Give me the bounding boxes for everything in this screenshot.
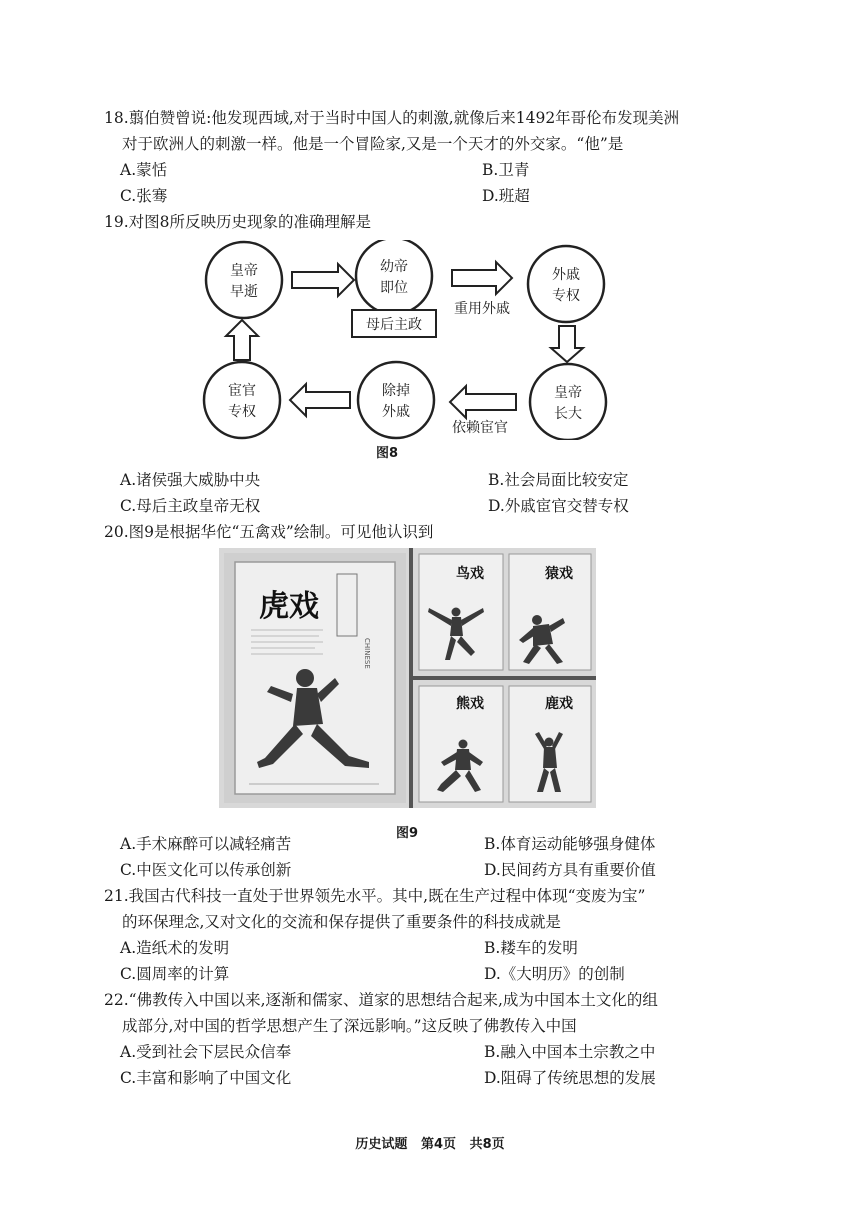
q18-option-c: C.张骞: [120, 187, 168, 205]
svg-text:猿戏: 猿戏: [545, 566, 573, 582]
q19-stem: 19.对图8所反映历史现象的准确理解是: [104, 213, 372, 231]
svg-text:专权: 专权: [552, 288, 580, 304]
q21-option-a: A.造纸术的发明: [120, 939, 230, 957]
svg-text:皇帝: 皇帝: [230, 263, 258, 279]
q22-stem-line2: 成部分,对中国的哲学思想产生了深远影响。”这反映了佛教传入中国: [122, 1017, 577, 1035]
q20-option-b: B.体育运动能够强身健体: [484, 835, 656, 853]
box-empress-dowager-regency: [352, 310, 436, 337]
panel-tiger: [224, 553, 406, 803]
panel-bird: [419, 554, 503, 670]
q20-option-d: D.民间药方具有重要价值: [484, 861, 656, 879]
svg-text:虎戏: 虎戏: [259, 589, 319, 624]
svg-text:幼帝: 幼帝: [380, 259, 408, 275]
svg-text:专权: 专权: [228, 404, 256, 420]
q22-option-b: B.融入中国本土宗教之中: [484, 1043, 656, 1061]
q21-stem-line2: 的环保理念,又对文化的交流和保存提供了重要条件的科技成就是: [122, 913, 561, 931]
q19-option-d: D.外戚宦官交替专权: [488, 497, 629, 515]
svg-text:长大: 长大: [554, 406, 582, 422]
q20-stem: 20.图9是根据华佗“五禽戏”绘制。可见他认识到: [104, 523, 434, 541]
q18-stem-line2: 对于欧洲人的刺激一样。他是一个冒险家,又是一个天才的外交家。“他”是: [122, 135, 624, 153]
q19-option-c: C.母后主政皇帝无权: [120, 497, 261, 515]
svg-text:鹿戏: 鹿戏: [545, 696, 573, 712]
svg-text:鸟戏: 鸟戏: [456, 566, 484, 582]
q22-option-d: D.阻碍了传统思想的发展: [484, 1069, 656, 1087]
panel-bear: [419, 686, 503, 802]
panel-ape: [509, 554, 591, 670]
arrow-down: [551, 326, 583, 362]
page-footer: 历史试题 第4页 共8页: [355, 1137, 505, 1152]
arrow-up: [226, 320, 258, 360]
q21-option-d: D.《大明历》的创制: [484, 965, 625, 983]
node-consort-clan-power: [528, 246, 604, 322]
svg-text:皇帝: 皇帝: [554, 385, 582, 401]
svg-text:外戚: 外戚: [552, 267, 580, 283]
svg-text:熊戏: 熊戏: [456, 696, 484, 712]
svg-text:除掉: 除掉: [382, 383, 410, 399]
edge-label-rely-eunuch: 依赖宦官: [452, 420, 508, 436]
arrow-right-1: [292, 264, 354, 296]
edge-label-rely-consort: 重用外戚: [454, 301, 510, 317]
figure-8-flow-diagram: [190, 240, 610, 440]
q20-option-c: C.中医文化可以传承创新: [120, 861, 292, 879]
svg-text:即位: 即位: [380, 280, 408, 296]
q21-stem-line1: 21.我国古代科技一直处于世界领先水平。其中,既在生产过程中体现“变废为宝”: [104, 887, 646, 905]
svg-text:宦官: 宦官: [228, 383, 256, 399]
svg-text:母后主政: 母后主政: [366, 317, 422, 333]
svg-text:外戚: 外戚: [382, 404, 410, 420]
q19-option-b: B.社会局面比较安定: [488, 471, 629, 489]
q22-stem-line1: 22.“佛教传入中国以来,逐渐和儒家、道家的思想结合起来,成为中国本土文化的组: [104, 991, 658, 1009]
arrow-left-2: [290, 384, 350, 416]
node-remove-consort-clan: [358, 362, 434, 438]
node-eunuch-power: [204, 362, 280, 438]
q18-option-b: B.卫青: [482, 161, 530, 179]
q22-option-a: A.受到社会下层民众信奉: [120, 1043, 292, 1061]
arrow-right-2: [452, 262, 512, 294]
node-child-emperor-enthroned: [356, 240, 432, 314]
q18-option-d: D.班超: [482, 187, 530, 205]
figure-9-five-animal-exercises: [219, 548, 596, 808]
arrow-left-1: [450, 386, 516, 418]
q21-option-b: B.耧车的发明: [484, 939, 578, 957]
q20-option-a: A.手术麻醉可以减轻痛苦: [120, 835, 292, 853]
q22-option-c: C.丰富和影响了中国文化: [120, 1069, 292, 1087]
node-emperor-grown-up: [530, 364, 606, 440]
panel-deer: [509, 686, 591, 802]
q21-option-c: C.圆周率的计算: [120, 965, 230, 983]
figure-9-caption: 图9: [396, 826, 419, 841]
node-emperor-early-death: [206, 242, 282, 318]
figure-8-caption: 图8: [376, 446, 399, 461]
q18-stem-line1: 18.翦伯赞曾说:他发现西域,对于当时中国人的刺激,就像后来1492年哥伦布发现美洲: [104, 109, 680, 127]
q18-option-a: A.蒙恬: [120, 161, 168, 179]
svg-text:早逝: 早逝: [230, 284, 258, 300]
svg-text:CHINESE: CHINESE: [363, 638, 371, 669]
q19-option-a: A.诸侯强大威胁中央: [120, 471, 261, 489]
